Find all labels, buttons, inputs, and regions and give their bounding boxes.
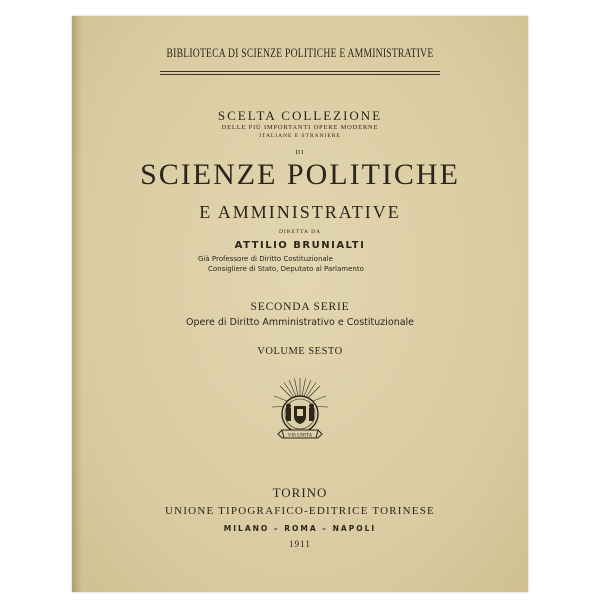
second-series-heading: SECONDA SERIE [250,301,350,313]
second-series-subtitle: Opere di Diritto Amministrativo e Costituzionale [185,317,415,328]
publication-city: TORINO [272,485,328,500]
volume-label: VOLUME SESTO [257,346,343,357]
main-title: SCIENZE POLITICHE [140,158,460,191]
collection-heading: SCELTA COLLEZIONE [217,108,383,123]
directed-by-label: DIRETTA DA [278,229,322,235]
publisher-name: UNIONE TIPOGRAFICO-EDITRICE TORINESE [165,505,435,517]
publisher-emblem-icon [270,376,330,448]
double-rule-top [160,71,440,72]
editor-credential-1: Già Professore di Diritto Costituzionale [198,255,333,263]
title-page [72,16,528,592]
branch-cities: MILANO – ROMA – NAPOLI [223,524,377,533]
emblem-motto: VIS UNITA [287,433,313,439]
collection-line-2: ITALIANE E STRANIERE [259,133,341,139]
subtitle: E AMMINISTRATIVE [199,202,401,222]
editor-name: ATTILIO BRUNIALTI [234,240,366,251]
double-rule-bottom [160,74,440,75]
publication-year: 1911 [289,539,311,549]
collection-line-1: DELLE PIÙ IMPORTANTI OPERE MODERNE [221,124,379,131]
editor-credential-2: Consigliere di Stato, Deputato al Parlamento [208,265,364,273]
series-title: BIBLIOTECA DI SCIENZE POLITICHE E AMMINISTRATIVE [166,45,434,60]
connector-di: DI [295,149,305,156]
